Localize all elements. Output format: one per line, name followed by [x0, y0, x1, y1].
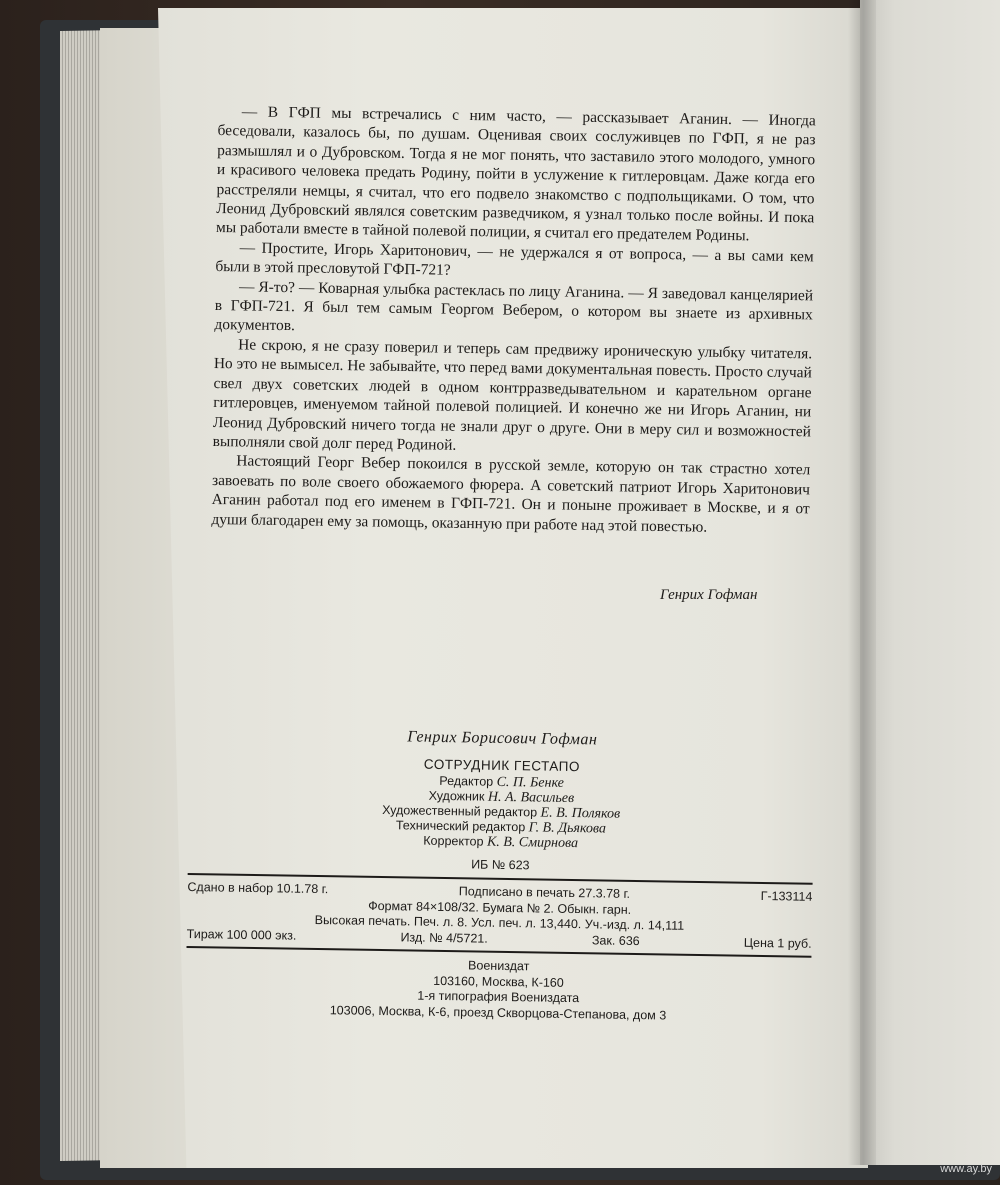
credit-role: Технический редактор [395, 818, 526, 835]
ib-number: ИБ № 623 [471, 857, 530, 873]
credit-name: Н. А. Васильев [487, 789, 575, 807]
imprint-signed-date: Подписано в печать 27.3.78 г. [458, 884, 631, 901]
site-watermark: www.ay.by [940, 1163, 992, 1175]
author-signature: Генрих Гофман [660, 587, 758, 603]
publisher-block [185, 954, 811, 1026]
credit-role: Художественный редактор [382, 803, 538, 820]
imprint-code: Г-133114 [760, 888, 813, 904]
publisher-address: 103160, Москва, К-160 [433, 973, 564, 990]
imprint-format: Формат 84×108/32. Бумага № 2. Обыкн. гарн. [368, 898, 632, 917]
book-gutter-shadow [848, 0, 876, 1165]
credit-name: С. П. Бенке [496, 774, 565, 791]
imprint-block [187, 875, 813, 956]
imprint-printing: Высокая печать. Печ. л. 8. Усл. печ. л. 13,440. Уч.-изд. л. 14,111 [314, 912, 685, 933]
paragraph: Настоящий Георг Вебер покоился в русской земле, которую он так страстно хотел завоевать по воле своего обожаемого фюрера. А советский патриот Игорь Харитонович Аганин работал под его именем в ГФП-721. Он и поныне проживает в Москве, и я от души благодарен ему за помощь, оказанную при работе над этой повестью. [211, 452, 811, 536]
credit-role: Корректор [423, 833, 484, 849]
paragraph: — Я-то? — Коварная улыбка растеклась по лицу Аганина. — Я заведовал канцелярией в ГФП-721. Я был тем самым Георгом Вебером, о котором вы знаете из архивных документов. [214, 278, 814, 335]
printer-name: 1-я типография Воениздата [417, 988, 580, 1006]
body-text [211, 102, 816, 538]
imprint-order: Зак. 636 [591, 932, 640, 948]
publisher-name: Воениздат [468, 958, 530, 974]
paragraph: — В ГФП мы встречались с ним часто, — рассказывает Аганин. — Иногда беседовали, казалось бы, по душам. Оценивая своих сослуживцев по ГФП, я не раз размышлял и о Дубровском. Тогда я не мог понять, что заставило этого молодого, умного и красивого человека предать Родину, пойти в услужение к гитлеровцам. Даже когда его расстреляли немцы, я считал, что его подвело знакомство с подпольщиками. О том, что Леонид Дубровский являлся советским разведчиком, я узнал только после войны. И пока мы работали вместе в тайной полевой полиции, я считал его предателем Родины. [215, 103, 816, 245]
colophon [185, 725, 814, 1026]
printer-address: 103006, Москва, К-6, проезд Скворцова-Степанова, дом 3 [329, 1002, 667, 1023]
imprint-edition-number: Изд. № 4/5721. [400, 929, 488, 946]
paragraph: Не скрою, я не сразу поверил и теперь сам предвижу ироническую улыбку читателя. Но это не вымысел. Не забывайте, что перед вами документальная повесть. Просто случай свел двух советских людей в одном контрразведывательном и карательном органе гитлеровцев, именуемом тайной полевой полицией. И конечно же ни Игорь Аганин, ни Леонид Дубровский ничего тогда не знали друг о друге. Они в меру сил и возможностей выполняли свой долг перед Родиной. [212, 336, 813, 454]
credit-role: Художник [428, 788, 485, 804]
paragraph: — Простите, Игорь Харитонович, — не удержался я от вопроса, — а вы сами кем были в этой пресловутой ГФП-721? [215, 239, 814, 279]
credit-role: Редактор [439, 773, 494, 789]
credit-name: Г. В. Дьякова [528, 820, 607, 837]
colophon-title: СОТРУДНИК ГЕСТАПО [423, 756, 581, 775]
imprint-price: Цена 1 руб. [743, 935, 812, 951]
right-page [860, 0, 1000, 1165]
colophon-author: Генрих Борисович Гофман [407, 728, 598, 749]
credit-name: К. В. Смирнова [486, 834, 579, 852]
imprint-typeset-date: Сдано в набор 10.1.78 г. [187, 879, 329, 897]
credit-name: Е. В. Поляков [540, 805, 621, 822]
imprint-print-run: Тираж 100 000 экз. [186, 926, 297, 943]
